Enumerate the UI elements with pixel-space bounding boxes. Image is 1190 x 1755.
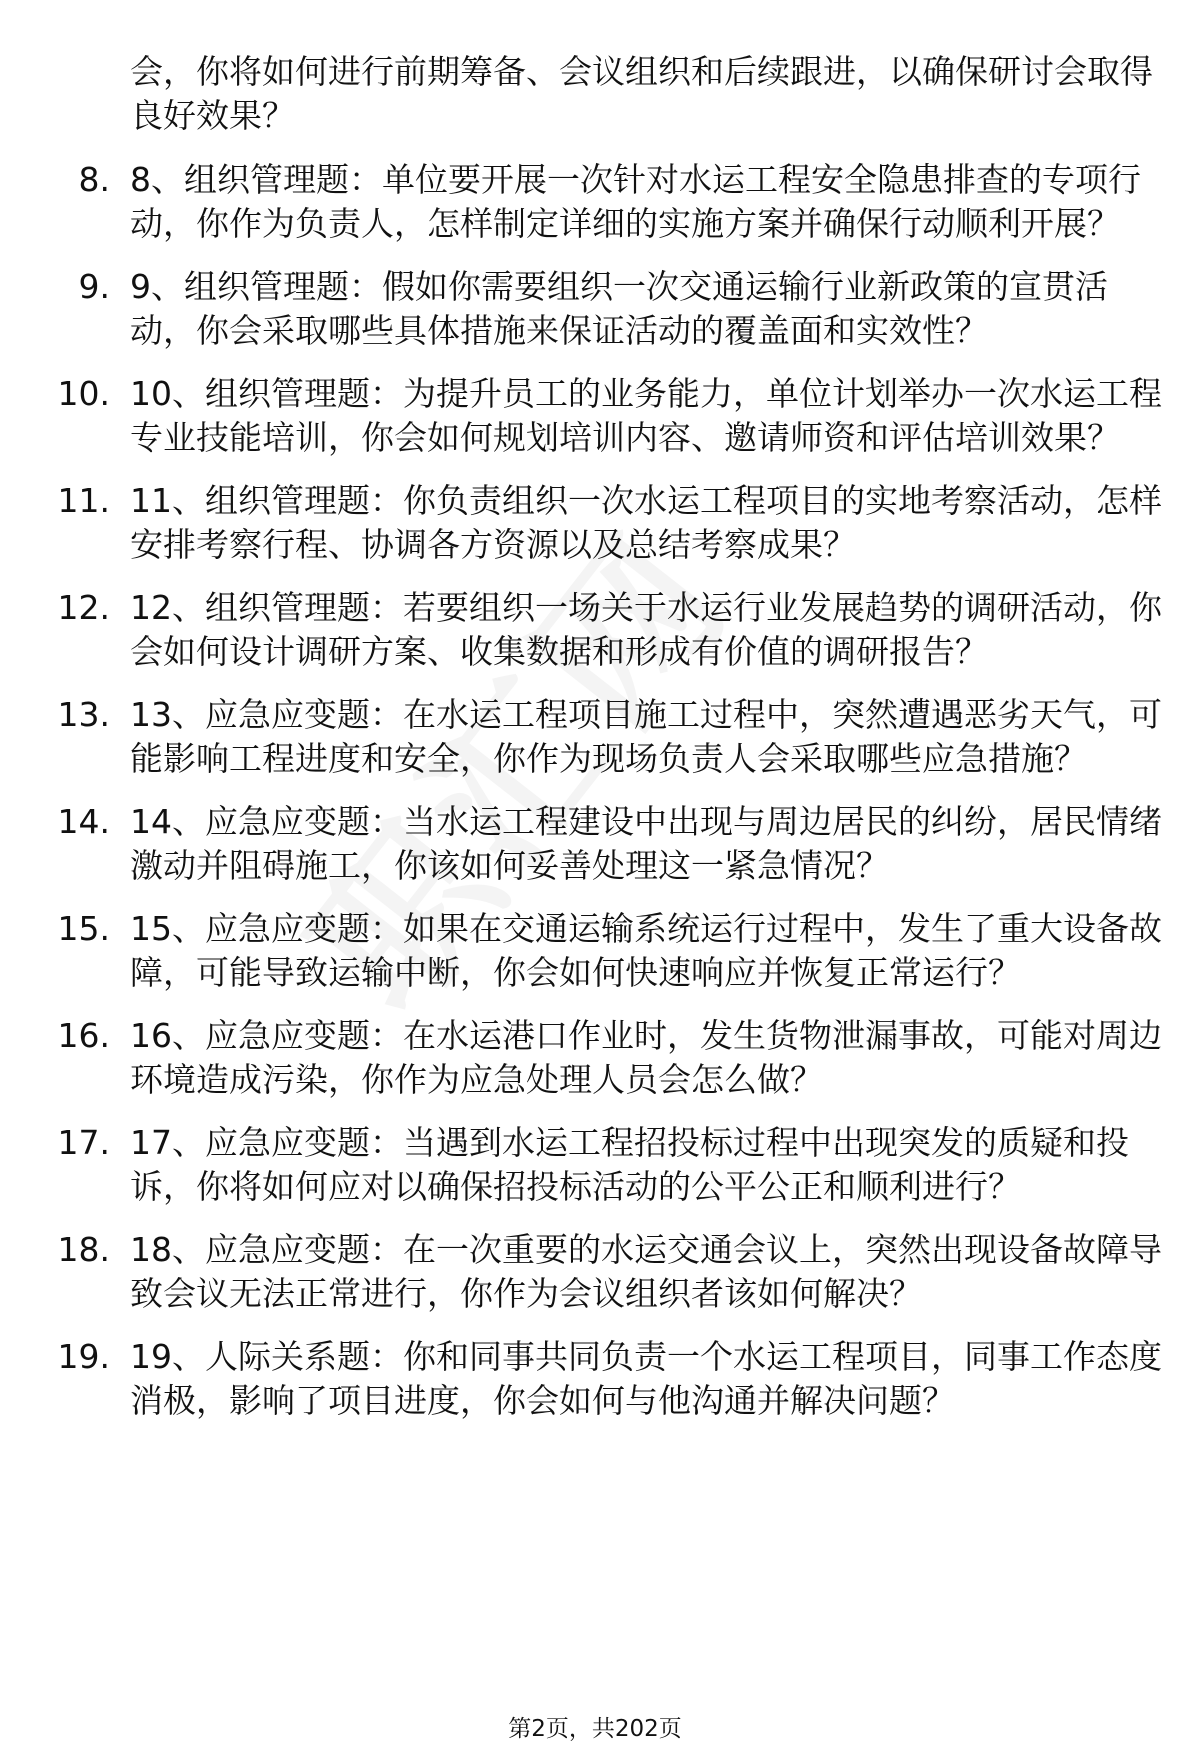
continued-question-text: 会，你将如何进行前期筹备、会议组织和后续跟进，以确保研讨会取得良好效果？ bbox=[130, 52, 1153, 135]
list-item-text: 13、应急应变题：在水运工程项目施工过程中，突然遭遇恶劣天气，可能影响工程进度和安全，你作为现场负责人会采取哪些应急措施？ bbox=[130, 695, 1162, 778]
list-item-text: 11、组织管理题：你负责组织一次水运工程项目的实地考察活动，怎样安排考察行程、协调各方资源以及总结考察成果？ bbox=[130, 481, 1162, 564]
list-item-text: 18、应急应变题：在一次重要的水运交通会议上，突然出现设备故障导致会议无法正常进行，你作为会议组织者该如何解决？ bbox=[130, 1230, 1162, 1313]
list-item-number: 12. bbox=[57, 588, 110, 627]
list-item bbox=[0, 372, 1170, 460]
list-item bbox=[0, 1121, 1170, 1209]
list-item bbox=[0, 1228, 1170, 1316]
list-item bbox=[0, 907, 1170, 995]
list-item-text: 9、组织管理题：假如你需要组织一次交通运输行业新政策的宣贯活动，你会采取哪些具体措施来保证活动的覆盖面和实效性？ bbox=[130, 267, 1108, 350]
list-item bbox=[0, 265, 1170, 353]
list-item-text: 17、应急应变题：当遇到水运工程招投标过程中出现突发的质疑和投诉，你将如何应对以确保招投标活动的公平公正和顺利进行？ bbox=[130, 1123, 1129, 1206]
list-item-number: 8. bbox=[78, 160, 110, 199]
list-item bbox=[0, 800, 1170, 888]
list-item-number: 16. bbox=[57, 1016, 110, 1055]
list-item-number: 11. bbox=[57, 481, 110, 520]
list-item-number: 18. bbox=[57, 1230, 110, 1269]
list-item bbox=[0, 586, 1170, 674]
page-number-footer: 第2页，共202页 bbox=[508, 1716, 682, 1742]
list-item-text: 16、应急应变题：在水运港口作业时，发生货物泄漏事故，可能对周边环境造成污染，你作为应急处理人员会怎么做？ bbox=[130, 1016, 1162, 1099]
list-item-text: 15、应急应变题：如果在交通运输系统运行过程中，发生了重大设备故障，可能导致运输中断，你会如何快速响应并恢复正常运行？ bbox=[130, 909, 1162, 992]
list-item bbox=[0, 1014, 1170, 1102]
list-item-text: 8、组织管理题：单位要开展一次针对水运工程安全隐患排查的专项行动，你作为负责人，怎样制定详细的实施方案并确保行动顺利开展？ bbox=[130, 160, 1141, 243]
list-item-number: 9. bbox=[78, 267, 110, 306]
list-item-number: 15. bbox=[57, 909, 110, 948]
list-item-text: 14、应急应变题：当水运工程建设中出现与周边居民的纠纷，居民情绪激动并阻碍施工，你该如何妥善处理这一紧急情况？ bbox=[130, 802, 1162, 885]
list-item bbox=[0, 693, 1170, 781]
list-item-number: 17. bbox=[57, 1123, 110, 1162]
list-item-number: 13. bbox=[57, 695, 110, 734]
list-item bbox=[0, 479, 1170, 567]
list-item-text: 12、组织管理题：若要组织一场关于水运行业发展趋势的调研活动，你会如何设计调研方案、收集数据和形成有价值的调研报告？ bbox=[130, 588, 1162, 671]
question-list bbox=[0, 158, 1190, 1442]
list-item-number: 19. bbox=[57, 1337, 110, 1376]
list-item-number: 10. bbox=[57, 374, 110, 413]
list-item-text: 10、组织管理题：为提升员工的业务能力，单位计划举办一次水运工程专业技能培训，你会如何规划培训内容、邀请师资和评估培训效果？ bbox=[130, 374, 1162, 457]
list-item bbox=[0, 1335, 1170, 1423]
list-item-number: 14. bbox=[57, 802, 110, 841]
list-item bbox=[0, 158, 1170, 246]
list-item-text: 19、人际关系题：你和同事共同负责一个水运工程项目，同事工作态度消极，影响了项目进度，你会如何与他沟通并解决问题？ bbox=[130, 1337, 1162, 1420]
